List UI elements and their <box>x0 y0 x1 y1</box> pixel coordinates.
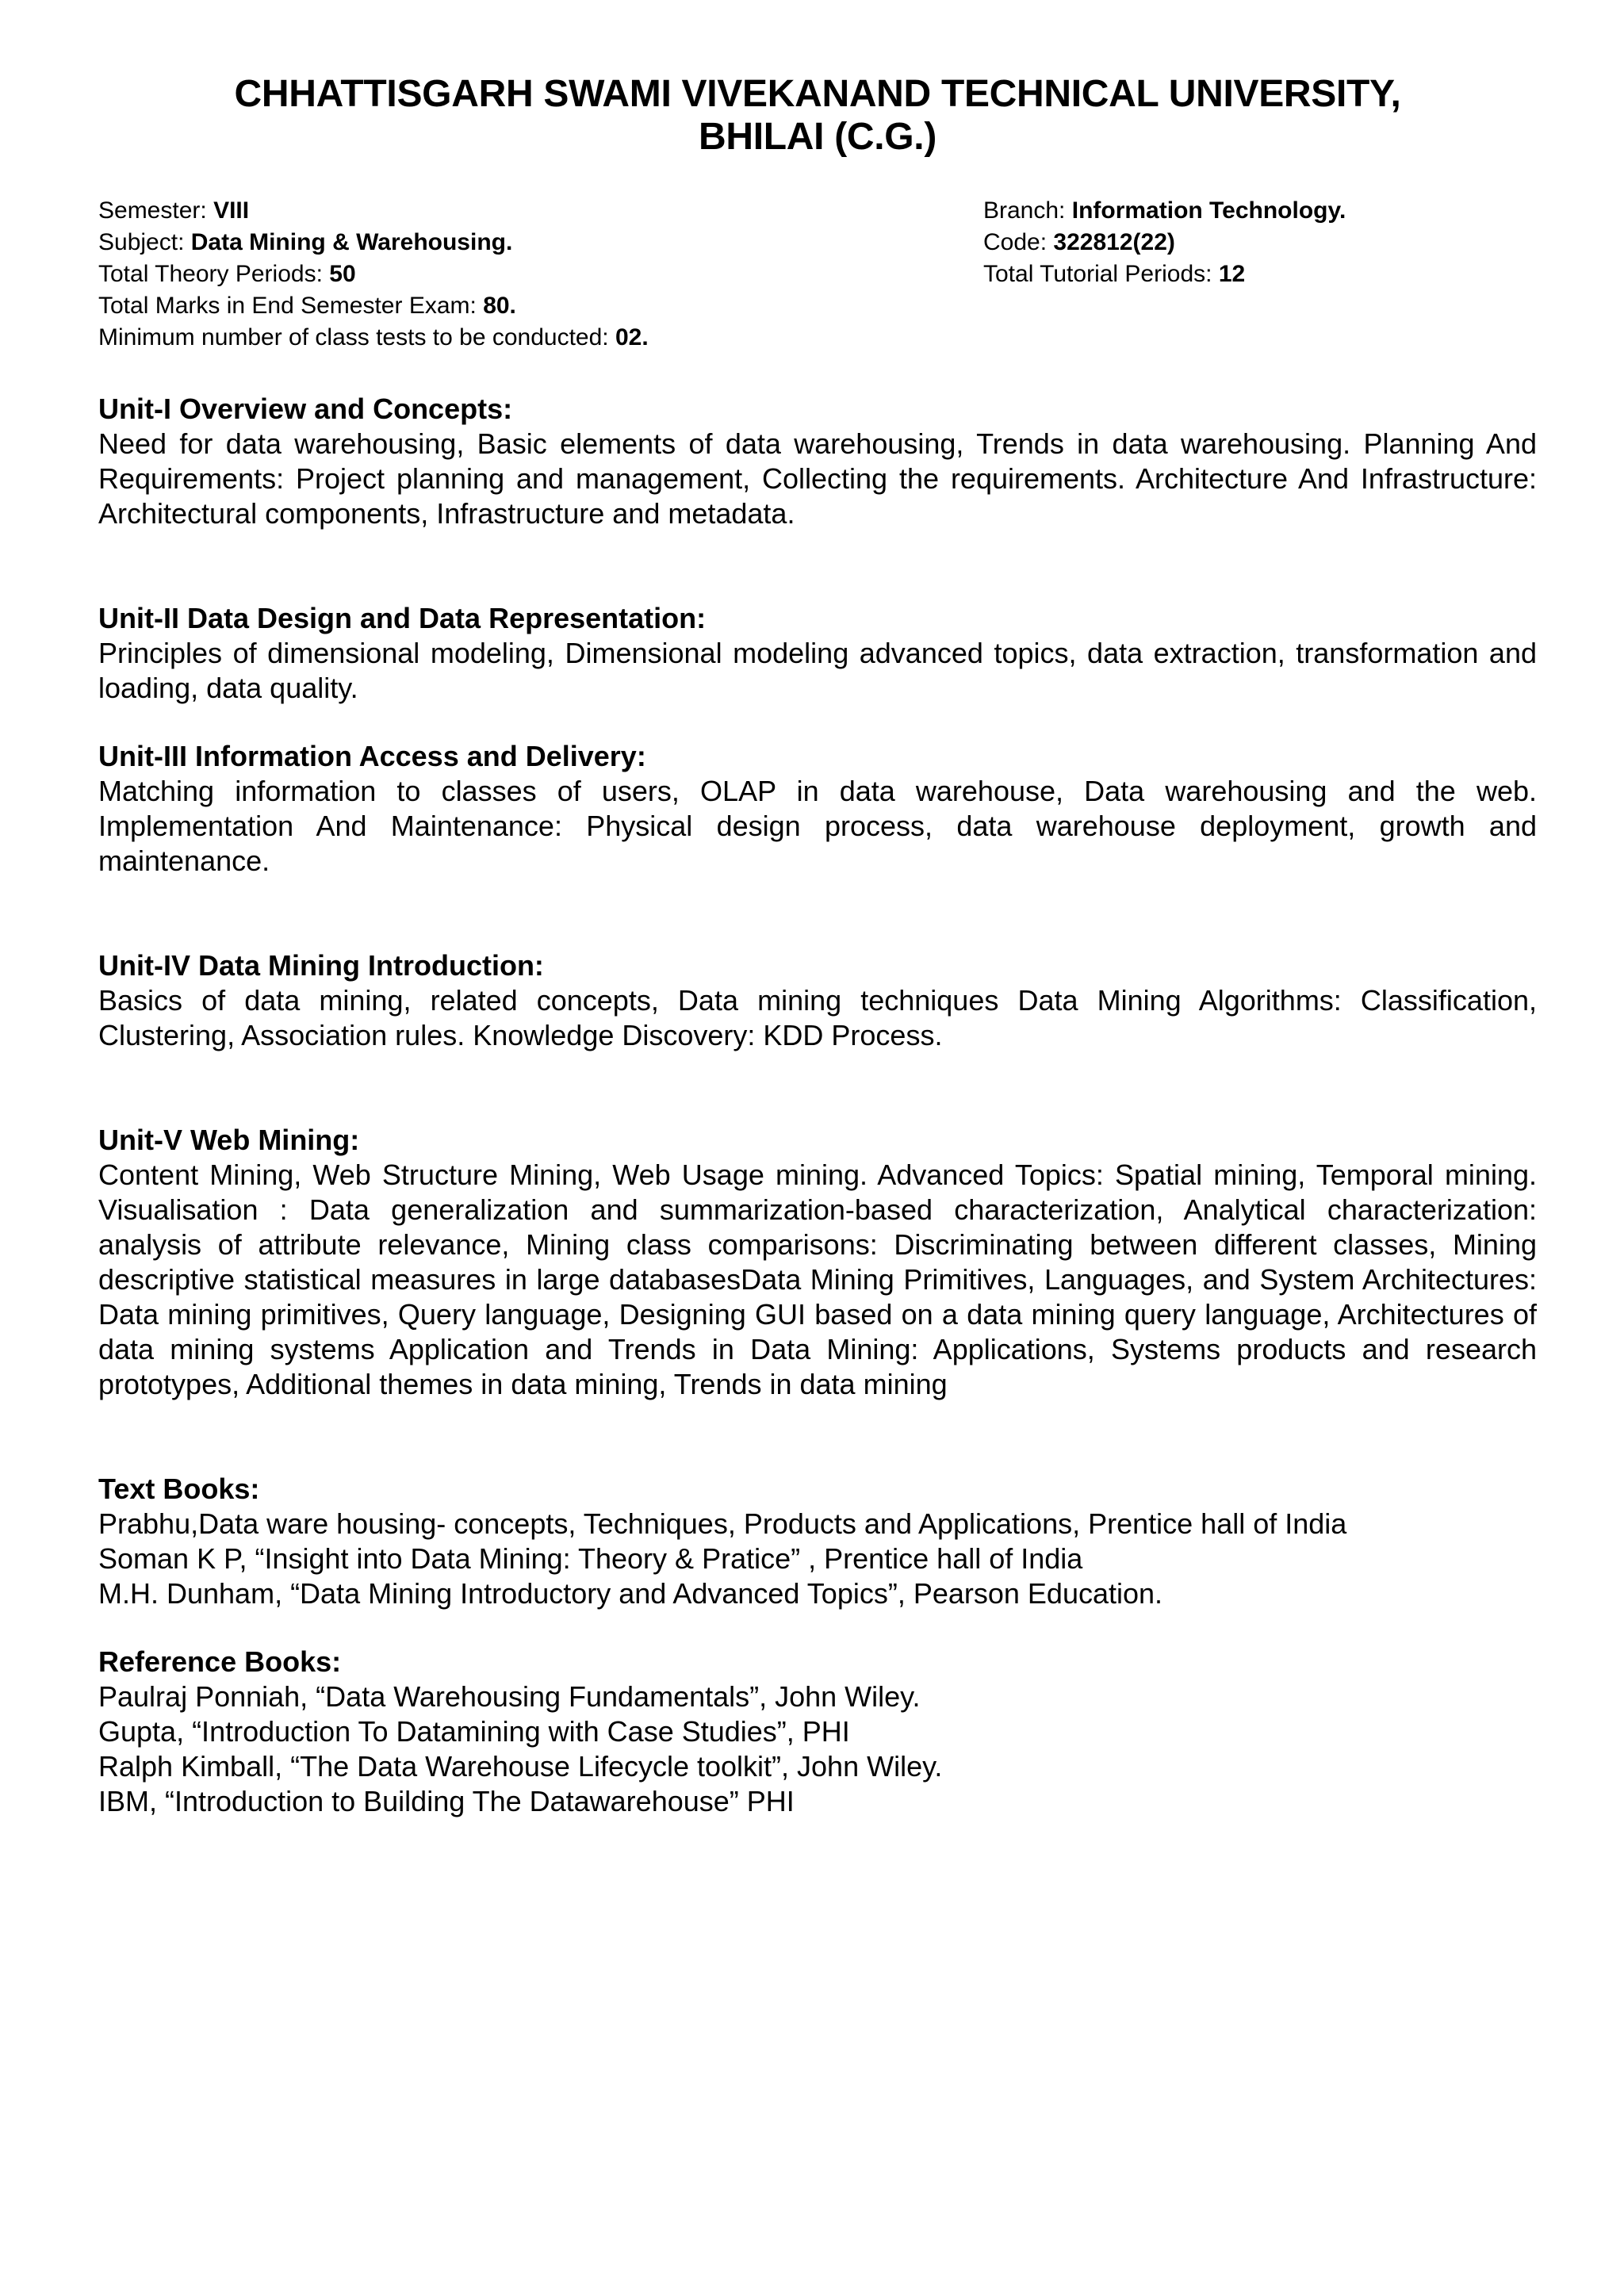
semester-label: Semester: <box>98 197 207 224</box>
reference-book-item: Paulraj Ponniah, “Data Warehousing Fundamentals”, John Wiley. <box>98 1680 921 1713</box>
unit-3 <box>98 739 1537 879</box>
unit-heading: Unit-III Information Access and Delivery: <box>98 740 646 772</box>
theory-periods-value: 50 <box>329 261 356 287</box>
university-title <box>98 73 1537 159</box>
unit-heading: Unit-II Data Design and Data Representation: <box>98 602 707 634</box>
semester-line <box>98 195 891 227</box>
tutorial-periods-value: 12 <box>1218 261 1246 287</box>
reference-book-item: Ralph Kimball, “The Data Warehouse Lifecycle toolkit”, John Wiley. <box>98 1750 943 1783</box>
course-meta-left <box>98 195 891 354</box>
text-books-section <box>98 1472 1537 1611</box>
title-line-1: CHHATTISGARH SWAMI VIVEKANAND TECHNICAL UNIVERSITY, <box>234 73 1401 115</box>
text-book-item: Soman K P, “Insight into Data Mining: Theory & Pratice” , Prentice hall of India <box>98 1542 1083 1575</box>
branch-line <box>983 195 1538 227</box>
code-value: 322812(22) <box>1053 229 1175 255</box>
unit-body: Basics of data mining, related concepts, Data mining techniques Data Mining Algorithms: Classification, Clustering, Association rules. Knowledge Discovery: KDD Process. <box>98 984 1537 1051</box>
course-meta-right <box>983 195 1538 290</box>
class-tests-label: Minimum number of class tests to be conducted: <box>98 324 609 350</box>
class-tests-line <box>98 322 891 354</box>
reference-book-item: Gupta, “Introduction To Datamining with Case Studies”, PHI <box>98 1715 850 1748</box>
subject-line <box>98 227 891 259</box>
tutorial-periods-label: Total Tutorial Periods: <box>983 261 1212 287</box>
reference-books-heading: Reference Books: <box>98 1645 342 1678</box>
branch-value: Information Technology. <box>1071 197 1346 224</box>
class-tests-value: 02. <box>615 324 649 350</box>
semester-value: VIII <box>213 197 250 224</box>
unit-heading: Unit-I Overview and Concepts: <box>98 393 513 425</box>
unit-5 <box>98 1123 1537 1402</box>
code-line <box>983 227 1538 259</box>
unit-4 <box>98 948 1537 1053</box>
text-books-heading: Text Books: <box>98 1473 260 1505</box>
unit-2 <box>98 601 1537 706</box>
text-book-item: Prabhu,Data ware housing- concepts, Techniques, Products and Applications, Prentice hall of India <box>98 1507 1347 1540</box>
text-book-item: M.H. Dunham, “Data Mining Introductory and Advanced Topics”, Pearson Education. <box>98 1577 1163 1610</box>
unit-heading: Unit-IV Data Mining Introduction: <box>98 949 544 982</box>
theory-periods-label: Total Theory Periods: <box>98 261 323 287</box>
branch-label: Branch: <box>983 197 1066 224</box>
total-marks-line <box>98 290 891 322</box>
title-line-2: BHILAI (C.G.) <box>698 116 937 158</box>
unit-heading: Unit-V Web Mining: <box>98 1124 360 1156</box>
total-marks-value: 80. <box>483 293 516 319</box>
reference-book-item: IBM, “Introduction to Building The Datawarehouse” PHI <box>98 1785 795 1817</box>
theory-periods-line <box>98 259 891 290</box>
unit-1 <box>98 392 1537 531</box>
subject-value: Data Mining & Warehousing. <box>190 229 513 255</box>
total-marks-label: Total Marks in End Semester Exam: <box>98 293 477 319</box>
unit-body: Principles of dimensional modeling, Dimensional modeling advanced topics, data extraction, transformation and loading, data quality. <box>98 637 1537 704</box>
unit-body: Content Mining, Web Structure Mining, Web Usage mining. Advanced Topics: Spatial mining, Temporal mining. Visualisation : Data generalization and summarization-based characterization, Analytical characterization: analysis of attribute relevance, Mining class comparisons: Discriminating between different classes, Mining descriptive statistical measures in large databasesData Mining Primitives, Languages, and System Architectures: Data mining primitives, Query language, Designing GUI based on a data mining query language, Architectures of data mining systems Application and Trends in Data Mining: Applications, Systems products and research prototypes, Additional themes in data mining, Trends in data mining <box>98 1158 1537 1400</box>
unit-body: Need for data warehousing, Basic elements of data warehousing, Trends in data warehousing. Planning And Requirements: Project planning and management, Collecting the requirements. Architecture And Infrastructure: Architectural components, Infrastructure and metadata. <box>98 427 1537 530</box>
course-meta <box>98 195 1537 354</box>
tutorial-periods-line <box>983 259 1538 290</box>
unit-body: Matching information to classes of users, OLAP in data warehouse, Data warehousing and the web. Implementation And Maintenance: Physical design process, data warehouse deployment, growth and maintenance. <box>98 775 1537 877</box>
subject-label: Subject: <box>98 229 185 255</box>
code-label: Code: <box>983 229 1048 255</box>
reference-books-section <box>98 1645 1537 1819</box>
